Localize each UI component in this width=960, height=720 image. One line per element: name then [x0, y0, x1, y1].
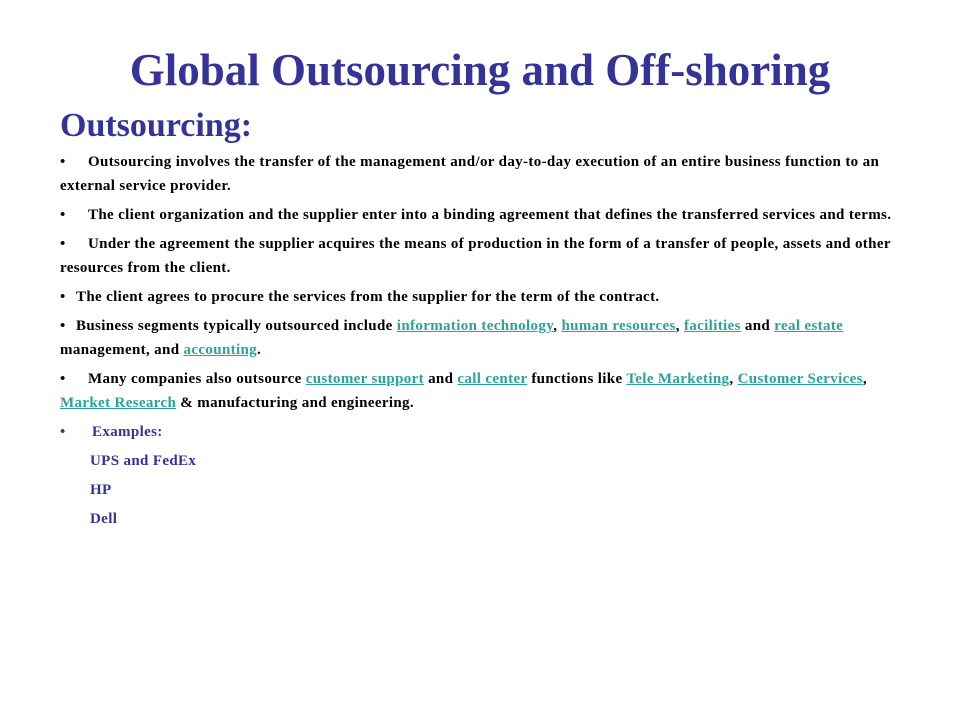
bullet-text: ,: [675, 318, 684, 334]
link-customer-support[interactable]: customer support: [305, 371, 424, 387]
bullet-item: [60, 367, 915, 415]
link-accounting[interactable]: accounting: [183, 342, 258, 358]
link-human-resources[interactable]: human resources: [561, 318, 676, 334]
link-market-research[interactable]: Market Research: [60, 395, 177, 411]
bullet-text: management, and: [60, 342, 184, 358]
bullet-text: ,: [862, 371, 867, 387]
bullet-text: functions like: [527, 371, 627, 387]
bullet-marker: •: [60, 318, 66, 334]
bullet-text: and: [423, 371, 458, 387]
bullet-text: The client agrees to procure the services from the supplier for the term of the contract.: [76, 289, 660, 305]
bullet-item: [60, 314, 915, 362]
bullet-text: ,: [729, 371, 738, 387]
link-real-estate[interactable]: real estate: [774, 318, 844, 334]
example-item: HP: [90, 482, 112, 498]
bullet-marker: •: [60, 424, 66, 440]
bullet-marker: •: [60, 207, 66, 223]
bullet-item: [60, 285, 915, 309]
bullet-text: Under the agreement the supplier acquires the means of production in the form of a transfer of people, assets and other resources from the client.: [60, 236, 891, 276]
bullet-text: .: [257, 342, 262, 358]
bullet-text: and: [740, 318, 775, 334]
link-tele-marketing[interactable]: Tele Marketing: [626, 371, 730, 387]
link-call-center[interactable]: call center: [457, 371, 528, 387]
examples-heading: [60, 420, 915, 444]
bullet-marker: •: [60, 371, 66, 387]
example-item: Dell: [90, 511, 118, 527]
bullet-marker: •: [60, 236, 66, 252]
link-customer-services[interactable]: Customer Services: [737, 371, 863, 387]
slide-title: Global Outsourcing and Off-shoring: [129, 45, 831, 95]
example-item: UPS and FedEx: [90, 453, 197, 469]
link-information-technology[interactable]: information technology: [396, 318, 554, 334]
bullet-text: ,: [553, 318, 562, 334]
section-heading: Outsourcing:: [60, 107, 253, 144]
bullet-text: Business segments typically outsourced include: [76, 318, 397, 334]
bullet-item: [60, 203, 915, 227]
link-facilities[interactable]: facilities: [683, 318, 741, 334]
slide-body: [60, 150, 915, 536]
bullet-text: & manufacturing and engineering.: [176, 395, 414, 411]
bullet-item: [60, 232, 915, 280]
bullet-text: Many companies also outsource: [88, 371, 306, 387]
bullet-marker: •: [60, 154, 66, 170]
examples-label: Examples:: [92, 424, 163, 440]
bullet-text: Outsourcing involves the transfer of the management and/or day-to-day execution of an entire business function to an external service provider.: [60, 154, 880, 194]
bullet-text: The client organization and the supplier enter into a binding agreement that defines the transferred services and terms.: [88, 207, 892, 223]
bullet-marker: •: [60, 289, 66, 305]
bullet-item: [60, 150, 915, 198]
